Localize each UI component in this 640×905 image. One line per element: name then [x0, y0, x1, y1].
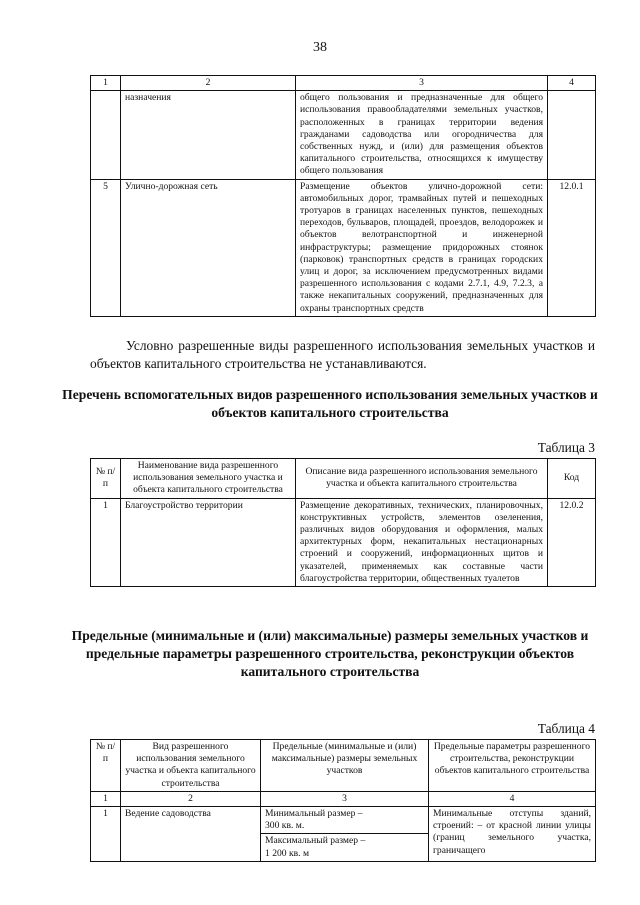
col-code: Код — [548, 459, 596, 499]
table-1 — [90, 75, 596, 317]
col-num: № п/п — [91, 740, 121, 792]
row-code: 12.0.2 — [548, 498, 596, 586]
row-name: назначения — [121, 91, 296, 179]
col-num: 1 — [91, 76, 121, 91]
table-3-label: Таблица 3 — [537, 440, 595, 455]
heading-limits: Предельные (минимальные и (или) максимальные) размеры земельных участков и предельные параметры разрешенного строительства, реконструкции объектов капитального строительства — [71, 628, 589, 679]
row-code — [548, 91, 596, 179]
col-desc: Описание вида разрешенного использования земельного участка и объекта капитального строительства — [296, 459, 548, 499]
row-code: 12.0.1 — [548, 179, 596, 316]
max-size-value: 1 200 кв. м — [265, 847, 310, 859]
table-4 — [90, 739, 596, 862]
row-desc: Размещение декоративных, технических, планировочных, конструктивных устройств, элементов озеленения, различных видов оборудования и оформления, малых архитектурных форм, некапитальных нестационарных строений и сооружений, информационных щитов и указателей, применяемых как составные части благоустройства территории, общественных туалетов — [296, 498, 548, 586]
table-row — [91, 179, 596, 316]
table-1-header — [91, 76, 596, 91]
col-sizes: Предельные (минимальные и (или) максимальные) размеры земельных участков — [261, 740, 429, 792]
col-name: Вид разрешенного использования земельного участка и объекта капитального строительства — [121, 740, 261, 792]
row-num: 5 — [91, 179, 121, 316]
table-row — [91, 807, 596, 862]
col-params: Предельные параметры разрешенного строительства, реконструкции объектов капитального строительства — [429, 740, 596, 792]
row-name: Улично-дорожная сеть — [121, 179, 296, 316]
table-3-header — [91, 459, 596, 499]
table-4-numbers — [91, 791, 596, 806]
min-size-label: Минимальный размер – — [265, 808, 363, 820]
col-name: Наименование вида разрешенного использования земельного участка и объекта капитального строительства — [121, 459, 296, 499]
table-3 — [90, 458, 596, 587]
num-cell: 4 — [429, 791, 596, 806]
table-4-label: Таблица 4 — [537, 721, 595, 736]
num-cell: 1 — [91, 791, 121, 806]
row-num: 1 — [91, 498, 121, 586]
table-row — [91, 91, 596, 179]
row-name: Ведение садоводства — [121, 807, 261, 862]
page-number: 38 — [313, 40, 327, 55]
row-params: Минимальные отступы зданий, строений: – от красной линии улицы (границ земельного участка, граничащего — [429, 807, 596, 862]
row-sizes — [261, 807, 429, 862]
col-num: № п/п — [91, 459, 121, 499]
col-desc: 3 — [296, 76, 548, 91]
row-desc: общего пользования и предназначенные для общего использования правообладателями земельных участков, расположенных в границах территории ведения гражданами садоводства или огородничества для собственных нужд, и (или) для размещения объектов капитального строительства, относящихся к имуществу общего пользования — [296, 91, 548, 179]
heading-auxiliary-uses: Перечень вспомогательных видов разрешенного использования земельных участков и объектов капитального строительства — [62, 387, 598, 420]
row-num: 1 — [91, 807, 121, 862]
table-4-header — [91, 740, 596, 792]
table-row — [91, 498, 596, 586]
num-cell: 3 — [261, 791, 429, 806]
col-name: 2 — [121, 76, 296, 91]
min-size-value: 300 кв. м. — [265, 820, 305, 832]
num-cell: 2 — [121, 791, 261, 806]
row-name: Благоустройство территории — [121, 498, 296, 586]
row-desc: Размещение объектов улично-дорожной сети: автомобильных дорог, трамвайных путей и пешеходных тротуаров в границах населенных пунктов, пешеходных переходов, бульваров, площадей, проездов, велодорожек и объектов велотранспортной и инженерной инфраструктуры; размещение придорожных стоянок (парковок) транспортных средств в границах городских улиц и дорог, за исключением предусмотренных видами разрешенного использования с кодами 2.7.1, 4.9, 7.2.3, а также некапитальных сооружений, предназначенных для охраны транспортных средств — [296, 179, 548, 316]
paragraph: Условно разрешенные виды разрешенного использования земельных участков и объектов капитального строительства не устанавливаются. — [90, 338, 595, 371]
max-size-label: Максимальный размер – — [265, 835, 366, 847]
col-code: 4 — [548, 76, 596, 91]
